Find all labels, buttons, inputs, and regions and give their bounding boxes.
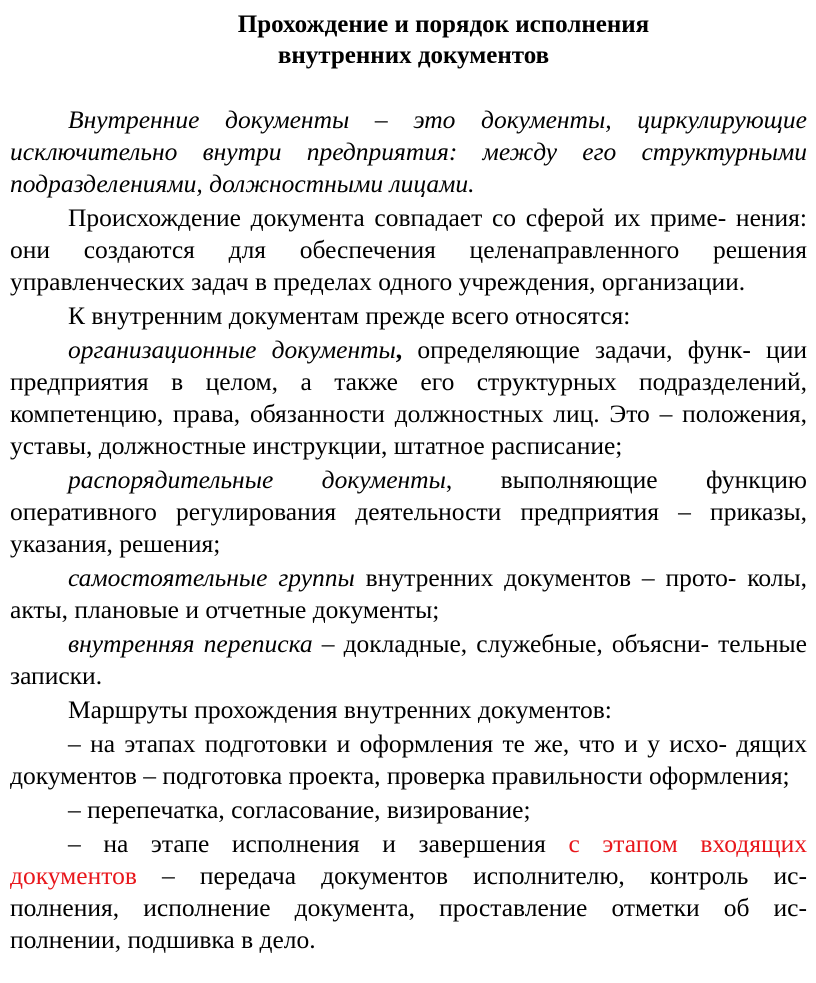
document-body	[10, 104, 807, 956]
paragraph-internal-correspondence	[10, 628, 807, 692]
paragraph-administrative	[10, 464, 807, 560]
term-administrative: распорядительные документы	[68, 465, 446, 494]
route-item-preparation: – на этапах подготовки и оформления те же, что и у исхо- дящих документов – подготовка проекта, проверка правильности оформления;	[10, 729, 807, 790]
execution-highlight: с этапом входящих документов	[10, 829, 807, 890]
title-line-1: Прохождение и порядок исполнения	[237, 11, 650, 38]
term-comma: ,	[395, 335, 403, 364]
organizational-description: определяющие задачи, функ- ции предприятия в целом, а также его структурных подразделений, компетенцию, права, обязанности должностных лиц. Это – положения, уставы, должностные инструкции, штатное расписание;	[10, 335, 807, 460]
execution-start: – на этапе исполнения и завершения	[68, 829, 569, 858]
administrative-description: , выполняющие функцию оперативного регулирования деятельности предприятия – приказы, указания, решения;	[10, 465, 807, 558]
term-organizational: организационные документы	[68, 335, 396, 364]
internal-correspondence-description: – докладные, служебные, объясни- тельные записки.	[10, 629, 807, 690]
paragraph-routes: Маршруты прохождения внутренних документов:	[68, 695, 612, 724]
paragraph-definition: Внутренние документы – это документы, циркулирующие исключительно внутри предприятия: между его структурными подразделениями, должностными лицами.	[10, 105, 807, 198]
page-title	[10, 0, 807, 71]
paragraph-independent-groups	[10, 562, 807, 626]
route-item-execution	[10, 828, 807, 956]
term-internal-correspondence: внутренняя переписка	[68, 629, 313, 658]
paragraph-origin: Происхождение документа совпадает со сферой их приме- нения: они создаются для обеспечения целенаправленного решения управленческих задач в пределах одного учреждения, организации.	[10, 203, 807, 296]
title-line-2: внутренних документов	[277, 42, 550, 69]
execution-rest: – передача документов исполнителю, контроль ис- полнения, исполнение документа, проставление отметки об ис- полнении, подшивка в дело.	[10, 861, 807, 954]
independent-groups-description: внутренних документов – прото- колы, акты, плановые и отчетные документы;	[10, 563, 807, 624]
paragraph-intro-list: К внутренним документам прежде всего относятся:	[68, 301, 631, 330]
term-independent-groups: самостоятельные группы	[68, 563, 355, 592]
paragraph-organizational	[10, 334, 807, 462]
route-item-approval: – перепечатка, согласование, визирование;	[68, 795, 531, 824]
